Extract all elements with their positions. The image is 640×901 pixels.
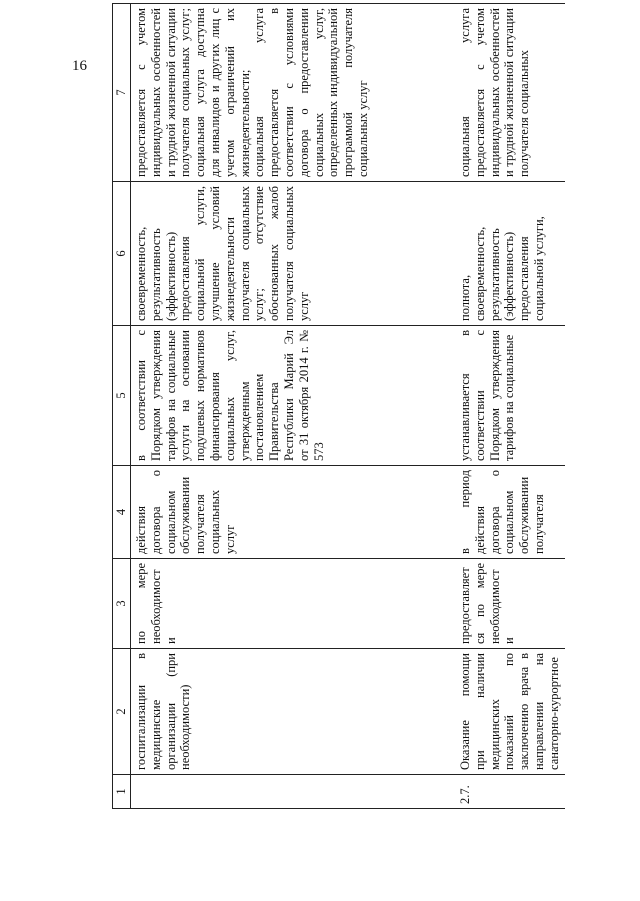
service-name-cell: госпитализации в медицинские организации (при необходимости) [131,649,456,775]
column-header: 3 [113,559,131,649]
frequency-cell: предоставляется по мере необходимости [455,559,565,649]
table-row [131,4,456,809]
column-header: 4 [113,466,131,559]
table-row [455,4,565,809]
conditions-cell: предоставляется с учетом индивидуальных особенностей и трудной жизненной ситуации получателя социальных услуг; социальная услуга доступна для инвалидов и других лиц с учетом ограничений их жизнедеятельности; социальная услуга предоставляется в соответствии с условиями договора о предоставлении социальных услуг, определенных индивидуальной программой получателя социальных услуг [131,4,456,182]
column-header: 5 [113,326,131,466]
services-table [112,3,565,809]
tariff-cell: в соответствии с Порядком утверждения тарифов на социальные услуги на основании подушевых нормативов финансирования социальных услуг, утвержденным постановлением Правительства Республики Марий Эл от 31 октября 2014 г. № 573 [131,326,456,466]
quality-indicators-cell: полнота, своевременность, результативность (эффективность) предоставления социальной услуги, [455,182,565,326]
conditions-cell: социальная услуга предоставляется с учетом индивидуальных особенностей и трудной жизненной ситуации получателя социальных [455,4,565,182]
column-header: 1 [113,775,131,809]
period-cell: в период действия договора о социальном обслуживании получателя [455,466,565,559]
quality-indicators-cell: своевременность, результативность (эффективность) предоставления социальной услуги, улучшение условий жизнедеятельности получателя социальных услуг; отсутствие обоснованных жалоб получателя социальных услуг [131,182,456,326]
row-number-cell: 2.7. [455,775,565,809]
column-header: 6 [113,182,131,326]
service-name-cell: Оказание помощи при наличии медицинских показаний по заключению врача в направлении на санаторно-курортное [455,649,565,775]
page-number: 16 [72,58,87,74]
tariff-cell: устанавливается в соответствии с Порядком утверждения тарифов на социальные [455,326,565,466]
period-cell: действия договора о социальном обслуживании получателя социальных услуг [131,466,456,559]
table-header-row [113,4,131,809]
column-header: 2 [113,649,131,775]
column-header: 7 [113,4,131,182]
row-number-cell [131,775,456,809]
frequency-cell: по мере необходимости [131,559,456,649]
